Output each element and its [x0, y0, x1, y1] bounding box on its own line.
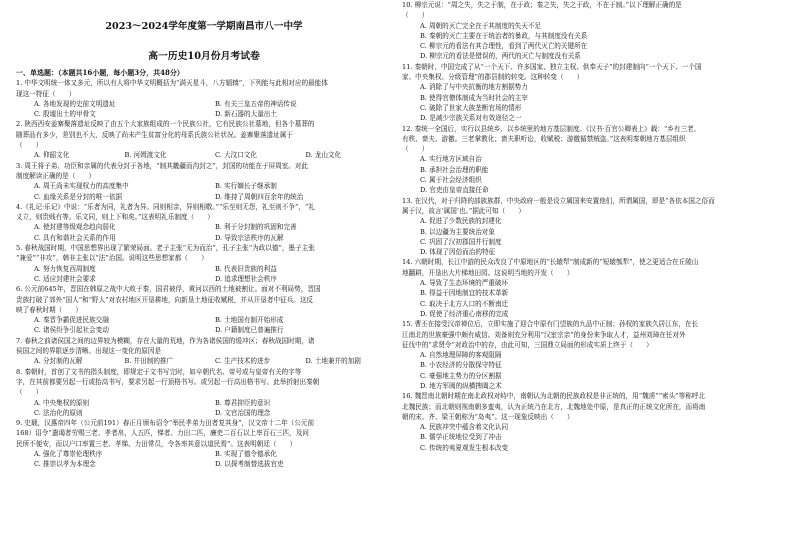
question — [402, 391, 780, 453]
right-question-list — [402, 0, 780, 453]
question-text-line: 5. 春秋战国时期，中国思想界出现了繁荣局面。老子主张“无为而治”，孔子主张“为政以德”，墨子主张 — [16, 244, 315, 253]
answer-option: D. 土地兼并的加剧 — [305, 357, 361, 366]
answer-option: D. 柳宗元的看法是错误的，两代的灭亡与制度没有关系 — [420, 52, 581, 61]
answer-option: A. 实行地方区域自治 — [420, 155, 482, 164]
answer-option: A. 分封制的瓦解 — [34, 357, 83, 366]
answer-option: C. 法治化的原则 — [34, 408, 83, 417]
answer-option: C. 血缘关系是分封的唯一依据 — [34, 192, 123, 201]
answer-option: C. 大汶口文化 — [215, 151, 257, 160]
question — [16, 119, 392, 160]
answer-option: C. 属于社会经济组织 — [420, 176, 482, 185]
question-text-line: “兼爱”“非攻”，韩非主张以“法”治国。说明这些思想家都（ ） — [16, 254, 208, 263]
answer-option: D. 户籍制度已普遍推行 — [215, 326, 284, 335]
answer-options — [16, 356, 392, 366]
question-text-line: 朝的宋、齐、梁王朝称为“岛夷”。这一现象反映出（ ） — [402, 412, 574, 421]
question-text-line: 映了春秋时期（ ） — [16, 305, 82, 314]
answer-option: A. 促进了少数民族的封建化 — [420, 217, 502, 226]
answer-options — [16, 264, 392, 285]
question-text-line: 13. 在汉代，对于归降的部族族群，中央政府一般是设立属国来安置他们，所谓属国，即是“各依本国之俗而 — [402, 196, 715, 205]
answer-option: B. 儒学正统地位受到了冲击 — [420, 433, 502, 442]
right-column — [402, 0, 780, 453]
question-text-line: 6. 公元前645年，晋国在韩原之战中大败于秦，国君被俘，黄河以西的土地被割让。面对不利局势，晋国 — [16, 285, 321, 294]
exam-title: 2023～2024学年度第一学期南昌市八一中学 — [105, 21, 303, 32]
question-text-line: 现这一特征（ ） — [16, 89, 76, 98]
question-text-line: 15. 曹丕在接受汉帝禅位后，立即实施了迎合中原有门望族的九品中正制；孙权的家族久居江东，在长 — [402, 320, 699, 329]
left-question-list — [16, 78, 392, 469]
answer-options — [16, 398, 392, 419]
answer-option: B. 代表旧贵族的利益 — [215, 264, 277, 273]
question — [402, 319, 780, 391]
question-text-line: 制度解读正确的是（ ） — [16, 171, 96, 180]
question-text-line: 北魏民族；而北朝则视南朝多蛮夷，认为正统乃在北方，北魏地处中原，是真正的正统文化所在，而将南 — [402, 402, 706, 411]
answer-options — [402, 278, 780, 319]
answer-option: B. 得益于因地制宜的技术革新 — [420, 289, 509, 298]
question-text-line: 168）诏令“遣谒者劳赐三老、孝者帛，人五匹，悌者、力田二匹，廉吏二百石以上率百石三匹，及问 — [16, 429, 309, 438]
answer-option: C. 生产技术的进步 — [215, 357, 271, 366]
answer-option: B. 尊君抑臣的意识 — [215, 398, 271, 407]
question — [402, 257, 780, 319]
question-text-line: 2. 陕西西安姜寨聚落遗址反映了由五个大家族组成的一个民族公社，它有民族公社墓地，但各个墓葬的 — [16, 120, 315, 129]
answer-option: D. 维持了周朝四百余年的统治 — [215, 192, 304, 201]
question-text-line: 字，在其前都要另起一行或抬高书写，要求另起一行顶格书写。或另起一行高出格书写。此举折射出秦朝 — [16, 377, 320, 386]
question-text-line: （ ） — [16, 141, 43, 150]
answer-option: D. 体现了因俗而治的特征 — [420, 248, 496, 257]
answer-option: D. 龙山文化 — [305, 151, 342, 160]
answer-option: C. 取决于北方人口的不断南迁 — [420, 299, 509, 308]
answer-option: C. 豪强地主势力的分区割据 — [420, 371, 502, 380]
answer-options — [16, 99, 392, 120]
answer-options — [16, 315, 392, 336]
answer-option: D. 以探考制替选拔官吏 — [215, 460, 284, 469]
exam-subtitle: 高一历史10月份月考试卷 — [148, 51, 260, 62]
question-text-line: 江南北的世族豪强中颇有威信。刘备则充分利用“汉室宗亲”的身份来争取人才，益州刘璋在任对外 — [402, 330, 686, 339]
question-text-line: 16. 魏晋南北朝时期在南北政权对峙中，南朝认为北朝的民族政权是非正统的，用“魏虏”“索头”等称呼北 — [402, 392, 706, 401]
question-text-line: 有秩、啬夫、游徼。三老掌教化；啬夫职听讼，收赋税；游徼循禁贼盗。”这表明秦朝地方基层组织 — [402, 134, 686, 143]
answer-option: C. 传统的夷夏观发生根本改变 — [420, 443, 509, 452]
answer-option: A. 强化了尊崇伦理秩序 — [34, 449, 103, 458]
question-text-line: 4.《礼记·乐记》中说：“乐者为同，礼者为异。同则相亲，异则相敬。”“乐至则无怨，礼至则不争”，“礼 — [16, 202, 315, 211]
answer-option: C. 推崇以孝为本理念 — [34, 460, 96, 469]
answer-option: A. 努力恢复西周制度 — [34, 264, 96, 273]
answer-option: A. 自然地理屏障的客观阻隔 — [420, 351, 502, 360]
answer-option: B. 秦朝的灭亡主要在于统治者的暴政，与其制度没有关系 — [420, 31, 588, 40]
question — [16, 284, 392, 335]
answer-option: B. 使得官僚体制成为当时社会的主宰 — [420, 93, 528, 102]
section-heading: 一、单选题：（本题共16小题，每小题3分，共48分） — [16, 68, 184, 77]
question-text-line: 8. 秦朝时，首创了文书的指头制度，即规定于文书写完时，如卒朝代名、帝号或与皇帝有关的字等 — [16, 367, 302, 376]
answer-option: C. 诸侯纷争引起社会变动 — [34, 326, 109, 335]
question — [402, 0, 780, 62]
answer-option: C. 具有和谐社会关系的作用 — [34, 233, 116, 242]
question-text-line: 12. 秦统一全国后，实行以县统乡、以乡统里的地方基层制度。《汉书·百官公卿表上》载：“乡有三老、 — [402, 124, 701, 133]
left-column — [16, 0, 392, 470]
question-text-line: （ ） — [402, 145, 429, 154]
answer-option: B. 实现了德令德承化 — [215, 449, 277, 458]
answer-option: B. 小农经济的分散保守特征 — [420, 361, 502, 370]
answer-option: B. 土地国有制开始形成 — [215, 316, 284, 325]
question — [16, 336, 392, 367]
question-text-line: 民所不便安，而以户口率置三老、孝悌、力田常员，令各率其意以道民焉”。这表明朝廷（ ） — [16, 439, 297, 448]
answer-option: A. 各地发现的史前文明遗址 — [34, 99, 116, 108]
answer-option: A. 使封建等级观念趋向弱化 — [34, 223, 116, 232]
question-text-line: 7. 春秋之前诸侯国之间的边界较为模糊，存在大量的荒地，作为各诸侯国的缓冲区；春秋战国时期，诸 — [16, 336, 315, 345]
question — [402, 62, 780, 124]
answer-options — [16, 449, 392, 470]
question-text-line: 3. 周王将子弟、功臣和亲属的代表分封于各地，“制其畿疆而沟封之”，封国的功能在于屏周室。对此 — [16, 161, 309, 170]
answer-options — [16, 222, 392, 243]
answer-option: B. 利于分封制的巩固和完善 — [215, 223, 297, 232]
question-text-line: 侯国之间的界限逐步清晰。出现这一变化的原因是 — [16, 347, 162, 356]
answer-option: D. 新石器的大量出土 — [215, 110, 277, 119]
question — [16, 161, 392, 202]
answer-option: C. 巩固了汉初郡国并行制度 — [420, 237, 502, 246]
question — [16, 78, 392, 119]
question-text-line: 贵族打破了郊外“国人”和“野人”对农村地区开垦耕地，向新垦土地征收赋税，并从开垦者中征兵。这反 — [16, 295, 314, 304]
answer-options — [402, 422, 780, 453]
question — [402, 124, 780, 196]
question-text-line: 9. 史载，汉惠帝四年（公元前191）春正月颁布诏令“举民孝弟力田者复其身”，汉文帝十二年（公元前 — [16, 419, 315, 428]
answer-option: D. 追求理想社会秩序 — [215, 274, 277, 283]
answer-option: A. 导致了生态环境的严重破坏 — [420, 279, 509, 288]
question-text-line: 家、中央集权、分级管理”的郡县制的转变。这种转变（ ） — [402, 73, 584, 82]
question — [402, 196, 780, 258]
answer-option: B. 以边疆为主要统治对象 — [420, 227, 495, 236]
answer-option: B. 承担社会治理的职能 — [420, 165, 489, 174]
answer-option: B. 实行嫡长子继承制 — [215, 182, 277, 191]
answer-option: D. 地方军阀的纵横捭阖之术 — [420, 381, 502, 390]
answer-option: D. 文官治国的理念 — [215, 408, 271, 417]
answer-option: A. 民族冲突中蕴含着文化认同 — [420, 423, 509, 432]
answer-option: A. 秦晋争霸促进民族交融 — [34, 316, 109, 325]
answer-option: D. 导致宗法秩序的瓦解 — [215, 233, 284, 242]
question — [16, 243, 392, 284]
question-text-line: 10. 柳宗元说：“周之失，失之于制，在于政；秦之失，失之于政，不在于制。”以下理解正确的是 — [402, 1, 682, 9]
answer-option: C. 柳宗元的看法有其合理性，看到了两代灭亡的关键所在 — [420, 42, 588, 51]
question-text-line: 义立，则贵贱有等。乐文同，则上下和矣。”这表明礼乐制度（ ） — [16, 213, 214, 222]
question — [16, 202, 392, 243]
question-text-line: 14. 六朝时期，长江中游的民众改良了中原地区的“长辕犁”制成新的“短辕瓠犁”，使之更适合在丘陵山 — [402, 258, 699, 267]
question-text-line: 属于汉，故言‘属国’也。”据此可知（ ） — [402, 206, 525, 215]
answer-options — [402, 216, 780, 257]
question-text-line: 1. 中华文明统一体又多元，所以有人将中华文明概括为“满天星斗，八方辐辏”，下列能与此相对应的最能体 — [16, 79, 328, 88]
answer-option: A. 消除了与中央抗衡的地方割据势力 — [420, 83, 528, 92]
answer-option: C. 殷墟出土的甲骨文 — [34, 110, 96, 119]
question-text-line: 随葬品有多少，差别也不大，反映了尚未产生贫富分化的母系氏族公社状况。姜寨聚落遗址属于 — [16, 130, 293, 139]
answer-options — [402, 82, 780, 123]
answer-options — [402, 350, 780, 391]
answer-options — [16, 150, 392, 160]
answer-option: D. 官吏由皇帝直接任命 — [420, 186, 489, 195]
question — [16, 418, 392, 469]
question — [16, 367, 392, 418]
answer-option: A. 中央集权的原则 — [34, 398, 90, 407]
answer-options — [402, 21, 780, 62]
question-text-line: （ ） — [16, 388, 43, 397]
answer-option: C. 适应封建社会要求 — [34, 274, 96, 283]
answer-option: A. 周王尚未实现权力的高度集中 — [34, 182, 129, 191]
answer-option: A. 周朝的灭亡完全在于其制度的失天不足 — [420, 21, 542, 30]
answer-option: A. 仰韶文化 — [34, 151, 70, 160]
answer-option: D. 是减少宗族关系对有效途径之一 — [420, 114, 522, 123]
answer-options — [402, 154, 780, 195]
question-text-line: 11. 秦朝时，中国完成了从“一个天下、许多国家、独立主权、供奉天子”的封建制向“一个天下、一个国 — [402, 62, 702, 71]
answer-option: B. 井田制的推广 — [124, 357, 174, 366]
answer-option: B. 河姆渡文化 — [124, 151, 167, 160]
question-text-line: 征伐中的“求贤令”对政治中的存，由此可知，三国鼎立局面的形成实质上终于（ ） — [402, 340, 653, 349]
question-text-line: 地翻耕，开垦出大片梯地田园。这说明当地的开发（ ） — [402, 268, 574, 277]
answer-options — [16, 181, 392, 202]
answer-option: B. 有关三皇五帝的神话传说 — [215, 99, 297, 108]
answer-option: D. 促使了经济重心南移的完成 — [420, 309, 509, 318]
question-text-line: （ ） — [402, 11, 429, 20]
answer-option: C. 破除了世家大族垄断官场的情形 — [420, 103, 522, 112]
